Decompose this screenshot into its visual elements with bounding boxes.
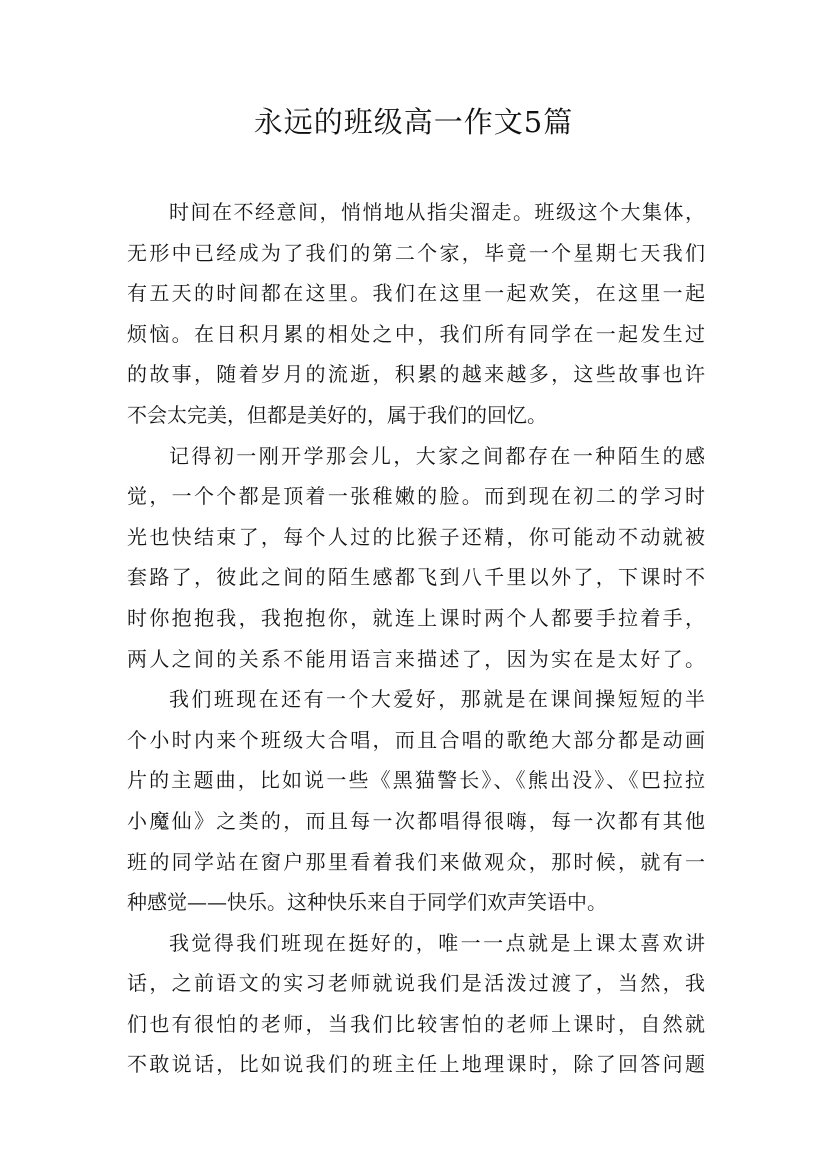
text-line: 记得初一刚开学那会儿，大家之间都存在一种陌生的感 <box>169 443 705 468</box>
text-line: 们也有很怕的老师，当我们比较害怕的老师上课时，自然就 <box>127 1011 705 1036</box>
text-line: 的故事，随着岁月的流逝，积累的越来越多，这些故事也许 <box>127 362 705 387</box>
text-line: 个小时内来个班级大合唱，而且合唱的歌绝大部分都是动画 <box>127 727 705 752</box>
document-title: 永远的班级高一作文5篇 <box>253 105 574 139</box>
text-line: 光也快结束了，每个人过的比猴子还精，你可能动不动就被 <box>127 524 705 549</box>
text-line: 班的同学站在窗户那里看着我们来做观众，那时候，就有一 <box>127 849 705 874</box>
text-line: 我们班现在还有一个大爱好，那就是在课间操短短的半 <box>169 687 705 712</box>
text-line: 不敢说话，比如说我们的班主任上地理课时，除了回答问题 <box>127 1052 705 1077</box>
text-line: 觉，一个个都是顶着一张稚嫩的脸。而到现在初二的学习时 <box>127 484 705 509</box>
text-line: 小魔仙》之类的，而且每一次都唱得很嗨，每一次都有其他 <box>127 808 705 833</box>
text-line: 时你抱抱我，我抱抱你，就连上课时两个人都要手拉着手， <box>127 605 705 630</box>
text-line: 有五天的时间都在这里。我们在这里一起欢笑，在这里一起 <box>127 281 705 306</box>
text-line: 不会太完美，但都是美好的，属于我们的回忆。 <box>127 402 547 427</box>
text-line: 烦恼。在日积月累的相处之中，我们所有同学在一起发生过 <box>127 321 705 346</box>
text-line: 我觉得我们班现在挺好的，唯一一点就是上课太喜欢讲 <box>169 930 705 955</box>
text-line: 无形中已经成为了我们的第二个家，毕竟一个星期七天我们 <box>127 240 705 265</box>
text-line: 两人之间的关系不能用语言来描述了，因为实在是太好了。 <box>127 646 705 671</box>
text-line: 套路了，彼此之间的陌生感都飞到八千里以外了，下课时不 <box>127 565 705 590</box>
text-line: 片的主题曲，比如说一些《黑猫警长》、《熊出没》、《巴拉拉 <box>127 768 705 793</box>
text-line: 时间在不经意间，悄悄地从指尖溜走。班级这个大集体， <box>169 200 705 224</box>
text-line: 种感觉——快乐。这种快乐来自于同学们欢声笑语中。 <box>127 890 607 915</box>
text-line: 话，之前语文的实习老师就说我们是活泼过渡了，当然，我 <box>127 971 705 996</box>
document-body <box>127 192 705 1085</box>
